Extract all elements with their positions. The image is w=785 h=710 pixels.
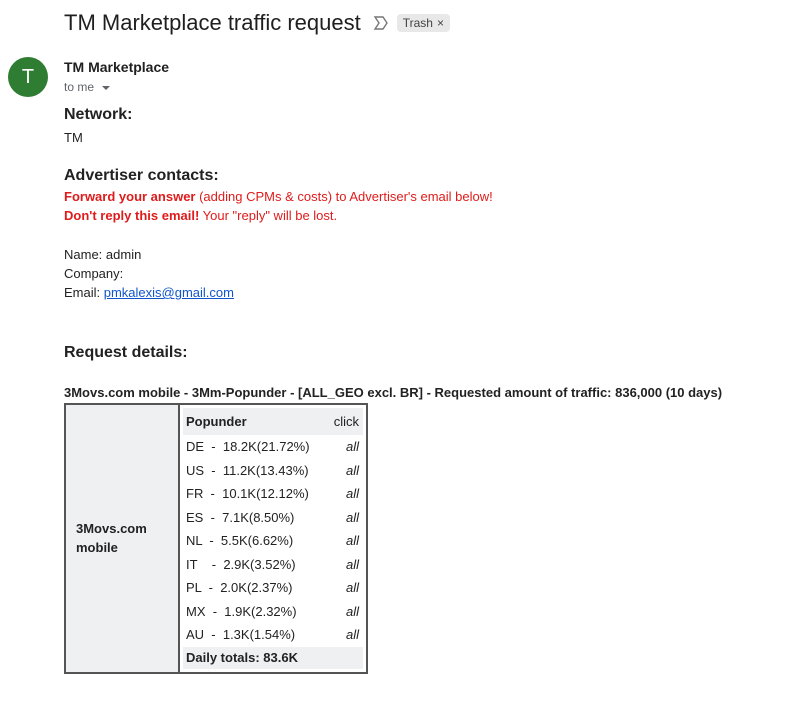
geo-stat: AU - 1.3K(1.54%) — [186, 627, 296, 643]
advertiser-heading: Advertiser contacts: — [64, 167, 219, 184]
important-label-icon[interactable] — [373, 16, 389, 30]
trash-label-chip — [397, 14, 450, 32]
remove-label-icon[interactable]: × — [436, 16, 444, 30]
site-cell: 3Movs.com mobile — [65, 404, 179, 673]
forward-warning-bold: Forward your answer — [64, 189, 196, 204]
noreply-warning-bold: Don't reply this email! — [64, 208, 200, 223]
contact-company: Company: — [64, 266, 124, 281]
trash-label-text: Trash — [402, 16, 433, 30]
email-header — [64, 8, 450, 38]
noreply-warning — [64, 206, 764, 225]
recipient-dropdown[interactable] — [64, 80, 110, 94]
traffic-table — [64, 403, 368, 674]
col-header-action: click — [327, 408, 363, 435]
table-row — [183, 459, 363, 483]
table-row — [183, 529, 363, 553]
request-heading: Request details: — [64, 344, 188, 361]
geo-scope: all — [345, 603, 359, 619]
email-subject: TM Marketplace traffic request — [64, 10, 361, 35]
geo-scope: all — [345, 533, 359, 549]
geo-scope: all — [345, 627, 359, 643]
table-row — [183, 553, 363, 577]
email-label: Email: — [64, 285, 104, 300]
geo-stat: IT - 2.9K(3.52%) — [186, 556, 296, 572]
col-header-type: Popunder — [183, 408, 327, 435]
geo-scope: all — [345, 486, 359, 502]
geo-scope: all — [345, 439, 359, 455]
geo-stat: FR - 10.1K(12.12%) — [186, 486, 309, 502]
table-row — [183, 623, 363, 647]
recipient-text: to me — [64, 80, 95, 94]
geo-stat: US - 11.2K(13.43%) — [186, 462, 309, 478]
geo-scope: all — [345, 509, 359, 525]
table-row — [183, 600, 363, 624]
geo-stat: PL - 2.0K(2.37%) — [186, 580, 293, 596]
geo-table — [183, 408, 363, 669]
sender-name: TM Marketplace — [64, 59, 170, 75]
forward-warning — [64, 187, 764, 206]
table-row — [183, 576, 363, 600]
noreply-warning-text: Your "reply" will be lost. — [199, 208, 338, 223]
daily-totals: Daily totals: 83.6K — [183, 647, 363, 669]
table-row — [183, 435, 363, 459]
table-row — [183, 506, 363, 530]
forward-warning-text: (adding CPMs & costs) to Advertiser's email below! — [195, 189, 493, 204]
geo-stat: ES - 7.1K(8.50%) — [186, 509, 295, 525]
geo-stat: NL - 5.5K(6.62%) — [186, 533, 294, 549]
geo-scope: all — [345, 462, 359, 478]
advertiser-email-link[interactable]: pmkalexis@gmail.com — [103, 285, 234, 300]
chevron-down-icon[interactable] — [102, 86, 110, 90]
geo-stat: DE - 18.2K(21.72%) — [186, 439, 310, 455]
request-summary: 3Movs.com mobile - 3Mm-Popunder - [ALL_GEO excl. BR] - Requested amount of traffic: 836,000 (10 days) — [64, 385, 723, 400]
sender-avatar: T — [8, 57, 48, 97]
geo-scope: all — [345, 580, 359, 596]
network-value: TM — [64, 130, 83, 145]
geo-scope: all — [345, 556, 359, 572]
contact-name: Name: admin — [64, 247, 142, 262]
email-body — [64, 106, 764, 674]
geo-stat: MX - 1.9K(2.32%) — [186, 603, 297, 619]
contact-email — [64, 283, 764, 302]
network-heading: Network: — [64, 106, 133, 123]
table-row — [183, 482, 363, 506]
